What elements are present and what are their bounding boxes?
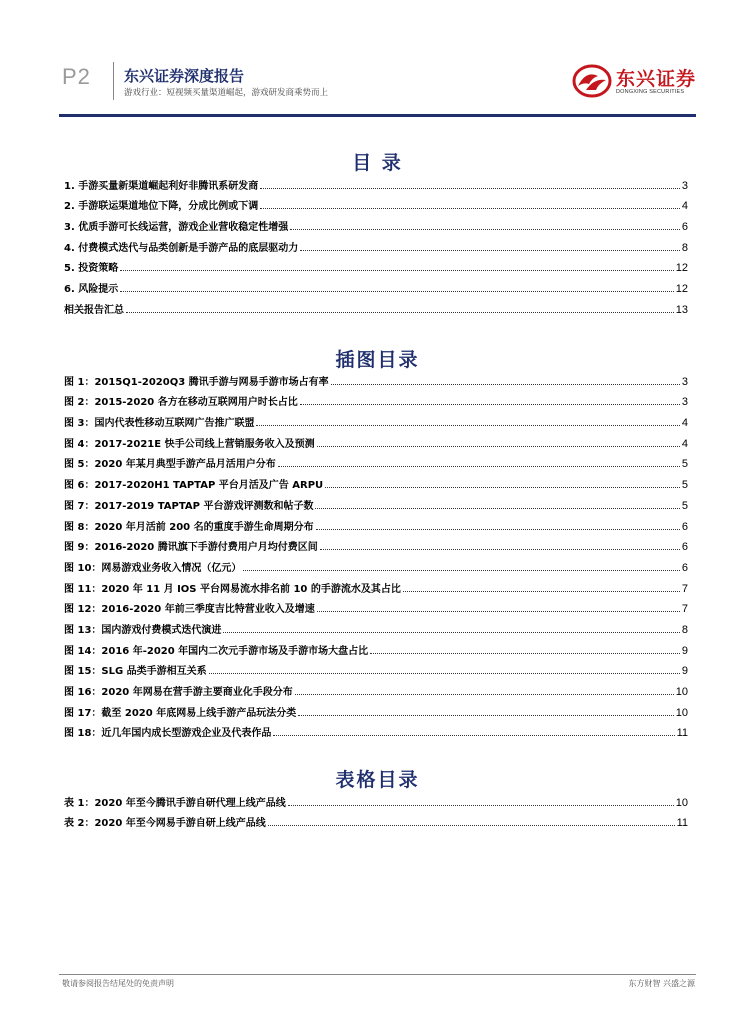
- toc-title: 目 录: [352, 152, 403, 174]
- figures-list: [64, 367, 688, 739]
- dot-leader: [120, 291, 674, 292]
- dot-leader: [298, 715, 674, 716]
- dot-leader: [260, 208, 680, 209]
- toc-list: [64, 171, 688, 316]
- dot-leader: [325, 487, 680, 488]
- footer-slogan: 东方财智 兴盛之源: [628, 979, 695, 988]
- toc-entry[interactable]: [64, 192, 688, 213]
- toc-entry[interactable]: [64, 595, 688, 616]
- page-number: P2: [62, 64, 91, 89]
- entry-page-number: 4: [681, 200, 688, 213]
- toc-entry[interactable]: [64, 491, 688, 512]
- entry-label: 图 7：2017-2019 TAPTAP 平台游戏评测数和帖子数: [64, 500, 314, 512]
- entry-page-number: 3: [681, 396, 688, 409]
- entry-page-number: 6: [681, 221, 688, 234]
- entry-label: 图 3：国内代表性移动互联网广告推广联盟: [64, 418, 255, 430]
- entry-label: 图 2：2015-2020 各方在移动互联网用户时长占比: [64, 397, 298, 409]
- entry-label: 图 6：2017-2020H1 TAPTAP 平台月活及广告 ARPU: [64, 480, 324, 492]
- tables-list: [64, 788, 688, 829]
- toc-entry[interactable]: [64, 233, 688, 254]
- dot-leader: [370, 653, 680, 654]
- entry-page-number: 13: [675, 303, 688, 316]
- toc-entry[interactable]: [64, 254, 688, 275]
- dot-leader: [320, 549, 680, 550]
- toc-entry[interactable]: [64, 295, 688, 316]
- toc-entry[interactable]: [64, 615, 688, 636]
- entry-label: 图 1：2015Q1-2020Q3 腾讯手游与网易手游市场占有率: [64, 376, 329, 388]
- toc-entry[interactable]: [64, 274, 688, 295]
- entry-page-number: 8: [681, 623, 688, 636]
- entry-page-number: 4: [681, 437, 688, 450]
- toc-entry[interactable]: [64, 512, 688, 533]
- entry-label: 表 1：2020 年至今腾讯手游自研代理上线产品线: [64, 797, 286, 809]
- logo-text-en: DONGXING SECURITIES: [616, 89, 685, 95]
- toc-entry[interactable]: [64, 636, 688, 657]
- toc-entry[interactable]: [64, 171, 688, 192]
- entry-page-number: 11: [676, 727, 688, 740]
- dot-leader: [315, 508, 679, 509]
- entry-page-number: 8: [681, 241, 688, 254]
- dot-leader: [278, 466, 680, 467]
- entry-page-number: 5: [681, 479, 688, 492]
- entry-page-number: 9: [681, 665, 688, 678]
- entry-page-number: 5: [681, 458, 688, 471]
- entry-page-number: 3: [681, 375, 688, 388]
- dot-leader: [317, 446, 680, 447]
- entry-label: 图 17：截至 2020 年底网易上线手游产品玩法分类: [64, 707, 297, 719]
- entry-page-number: 9: [681, 644, 688, 657]
- entry-label: 表 2：2020 年至今网易手游自研上线产品线: [64, 818, 266, 830]
- dot-leader: [243, 570, 679, 571]
- entry-page-number: 10: [675, 796, 688, 809]
- entry-page-number: 6: [681, 520, 688, 533]
- toc-entry[interactable]: [64, 367, 688, 388]
- disclaimer-note: 敬请参阅报告结尾处的免责声明: [62, 979, 174, 988]
- toc-entry[interactable]: [64, 719, 688, 740]
- entry-page-number: 12: [675, 262, 688, 275]
- toc-entry[interactable]: [64, 388, 688, 409]
- entry-label: 图 10：网易游戏业务收入情况（亿元）: [64, 562, 242, 574]
- dot-leader: [268, 825, 675, 826]
- header-rule: [59, 114, 696, 117]
- report-subtitle: 游戏行业：短视频买量渠道崛起，游戏研发商乘势而上: [124, 88, 329, 98]
- logo-text-cn: 东兴证券: [616, 68, 697, 90]
- entry-label: 图 18：近几年国内成长型游戏企业及代表作品: [64, 728, 272, 740]
- entry-page-number: 10: [675, 686, 688, 698]
- entry-page-number: 11: [676, 817, 688, 830]
- dot-leader: [209, 673, 680, 674]
- toc-entry[interactable]: [64, 553, 688, 574]
- dot-leader: [288, 805, 674, 806]
- toc-entry[interactable]: [64, 809, 688, 830]
- entry-label: 图 9：2016-2020 腾讯旗下手游付费用户月均付费区间: [64, 542, 318, 554]
- toc-entry[interactable]: [64, 408, 688, 429]
- dot-leader: [273, 735, 674, 736]
- entry-label: 6. 风险提示: [64, 284, 119, 296]
- toc-entry[interactable]: [64, 470, 688, 491]
- figures-title: 插图目录: [335, 349, 420, 371]
- entry-page-number: 4: [681, 417, 688, 430]
- entry-label: 5. 投资策略: [64, 263, 119, 275]
- toc-entry[interactable]: [64, 657, 688, 678]
- dot-leader: [260, 188, 680, 189]
- dot-leader: [126, 312, 674, 313]
- toc-entry[interactable]: [64, 698, 688, 719]
- entry-label: 3. 优质手游可长线运营，游戏企业营收稳定性增强: [64, 222, 289, 234]
- toc-entry[interactable]: [64, 677, 688, 698]
- logo-mark-icon: [572, 64, 612, 98]
- company-logo: [572, 62, 696, 102]
- entry-label: 图 16：2020 年网易在营手游主要商业化手段分布: [64, 687, 293, 698]
- entry-page-number: 6: [681, 541, 688, 554]
- entry-label: 图 12：2016-2020 年前三季度吉比特营业收入及增速: [64, 604, 315, 616]
- toc-entry[interactable]: [64, 212, 688, 233]
- entry-page-number: 7: [681, 582, 688, 595]
- entry-label: 图 13：国内游戏付费模式迭代演进: [64, 624, 222, 636]
- entry-label: 图 15：SLG 品类手游相互关系: [64, 666, 207, 678]
- entry-label: 4. 付费模式迭代与品类创新是手游产品的底层驱动力: [64, 242, 299, 254]
- entry-label: 图 8：2020 年月活前 200 名的重度手游生命周期分布: [64, 521, 314, 533]
- toc-entry[interactable]: [64, 429, 688, 450]
- dot-leader: [300, 404, 680, 405]
- toc-entry[interactable]: [64, 533, 688, 554]
- entry-label: 图 5：2020 年某月典型手游产品月活用户分布: [64, 459, 276, 471]
- dot-leader: [256, 425, 679, 426]
- entry-label: 相关报告汇总: [64, 304, 124, 316]
- dot-leader: [331, 384, 680, 385]
- entry-page-number: 3: [681, 179, 688, 192]
- entry-label: 图 14：2016 年-2020 年国内二次元手游市场及手游市场大盘占比: [64, 645, 369, 657]
- tables-title: 表格目录: [335, 769, 420, 791]
- report-title: 东兴证券深度报告: [124, 67, 245, 85]
- entry-page-number: 5: [681, 499, 688, 512]
- entry-page-number: 6: [681, 561, 688, 574]
- toc-entry[interactable]: [64, 574, 688, 595]
- page-header: [0, 0, 755, 118]
- entry-label: 图 4：2017-2021E 快手公司线上营销服务收入及预测: [64, 438, 315, 450]
- entry-label: 1. 手游买量新渠道崛起利好非腾讯系研发商: [64, 180, 259, 192]
- entry-label: 2. 手游联运渠道地位下降，分成比例或下调: [64, 201, 259, 213]
- entry-label: 图 11：2020 年 11 月 IOS 平台网易流水排名前 10 的手游流水及其占比: [64, 583, 401, 595]
- footer-rule: [59, 974, 696, 975]
- entry-page-number: 12: [675, 283, 688, 296]
- header-divider: [113, 62, 114, 100]
- dot-leader: [295, 694, 674, 695]
- entry-page-number: 7: [681, 603, 688, 616]
- dot-leader: [317, 611, 680, 612]
- dot-leader: [120, 270, 674, 271]
- dot-leader: [223, 632, 679, 633]
- dot-leader: [403, 591, 680, 592]
- dot-leader: [290, 229, 680, 230]
- dot-leader: [316, 529, 680, 530]
- toc-entry[interactable]: [64, 788, 688, 809]
- toc-entry[interactable]: [64, 450, 688, 471]
- dot-leader: [300, 250, 680, 251]
- entry-page-number: 10: [675, 706, 688, 719]
